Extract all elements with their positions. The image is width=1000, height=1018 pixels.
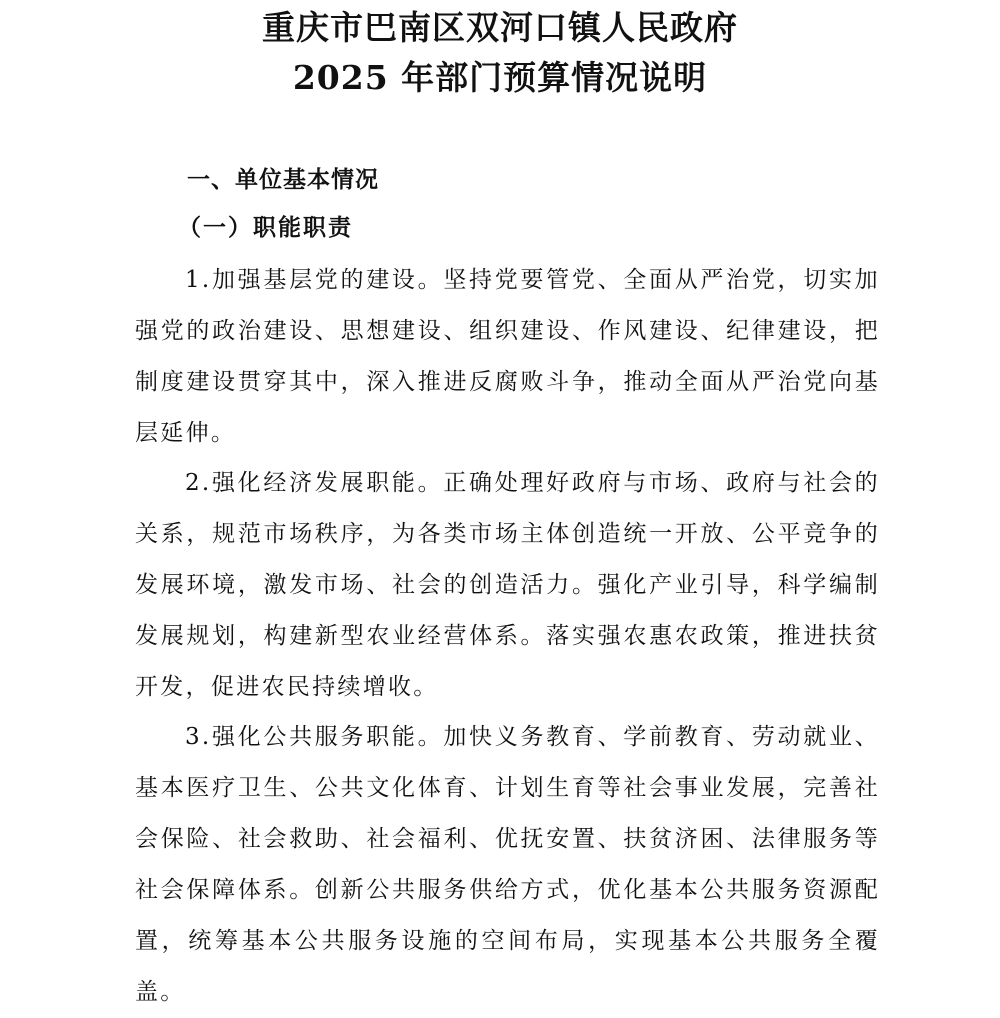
paragraph-party-building: 1.加强基层党的建设。坚持党要管党、全面从严治党，切实加强党的政治建设、思想建设、组织建设、作风建设、纪律建设，把制度建设贯穿其中，深入推进反腐败斗争，推动全面从严治党向基层延伸。 (135, 267, 880, 446)
document-title-line-2: 2025 年部门预算情况说明 (292, 58, 708, 97)
section-heading: 一、单位基本情况 (187, 167, 379, 193)
document-title-line-1: 重庆市巴南区双河口镇人民政府 (262, 8, 738, 47)
paragraph-economic-development: 2.强化经济发展职能。正确处理好政府与市场、政府与社会的关系，规范市场秩序，为各类市场主体创造统一开放、公平竞争的发展环境，激发市场、社会的创造活力。强化产业引导，科学编制发展规划，构建新型农业经营体系。落实强农惠农政策，推进扶贫开发，促进农民持续增收。 (135, 470, 880, 700)
paragraph-public-services: 3.强化公共服务职能。加快义务教育、学前教育、劳动就业、基本医疗卫生、公共文化体育、计划生育等社会事业发展，完善社会保险、社会救助、社会福利、优抚安置、扶贫济困、法律服务等社会保障体系。创新公共服务供给方式，优化基本公共服务资源配置，统筹基本公共服务设施的空间布局，实现基本公共服务全覆盖。 (135, 724, 880, 1005)
subsection-heading: （一）职能职责 (178, 214, 353, 241)
